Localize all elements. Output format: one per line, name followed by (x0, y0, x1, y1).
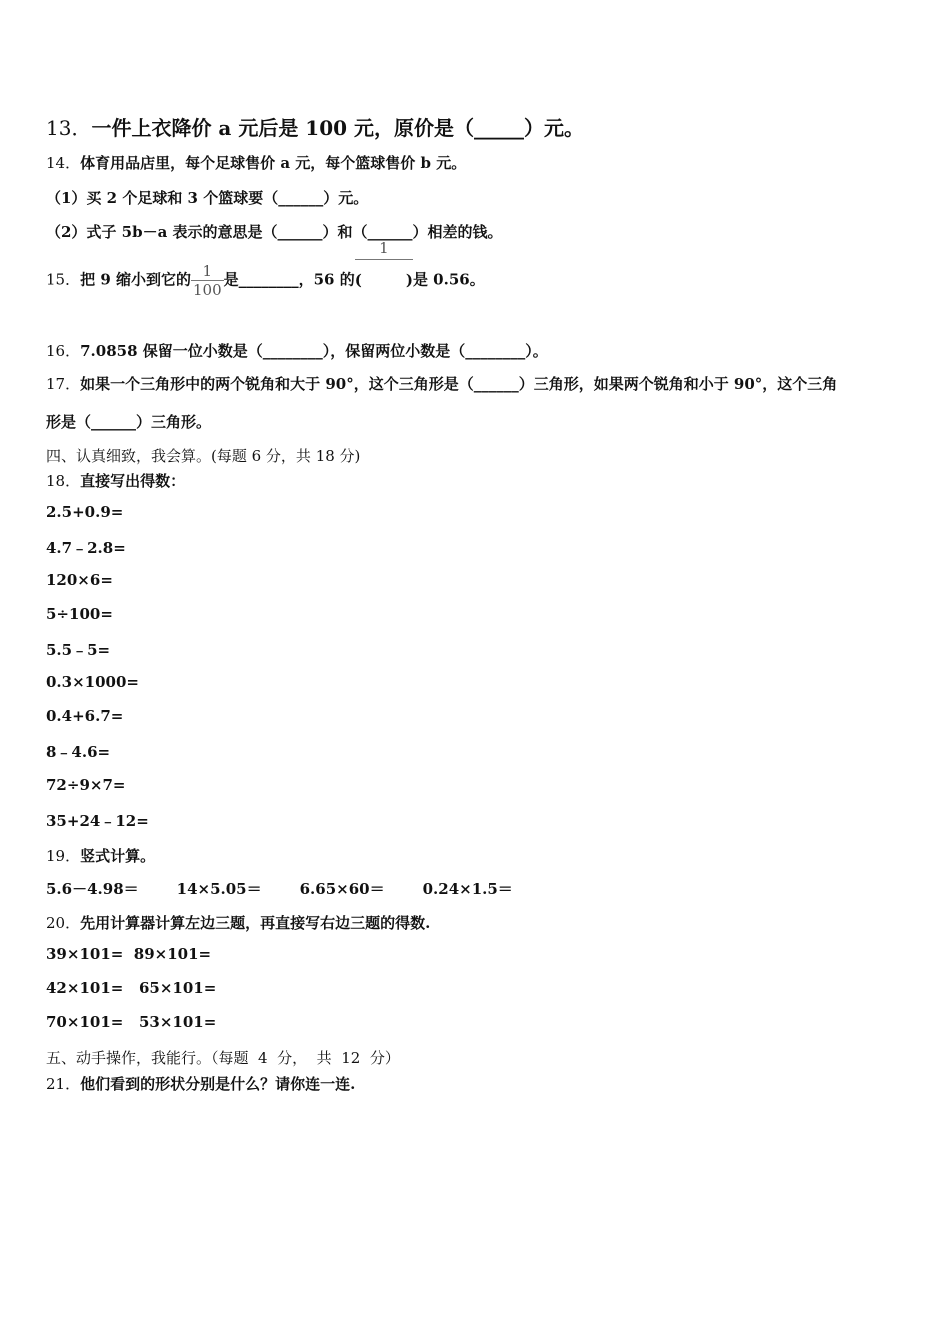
question-text: 他们看到的形状分别是什么？请你连一连. (80, 1075, 356, 1093)
question-19 (46, 845, 155, 866)
question-17 (46, 373, 837, 394)
question-text-mid: 是________，56 的 (223, 270, 355, 289)
question-14-sub-1: （1）买 2 个足球和 3 个篮球要（______）元。 (46, 189, 369, 207)
question-text: 一件上衣降价 a 元后是 100 元，原价是（_____）元。 (91, 116, 585, 140)
question-number: 20． (46, 914, 81, 932)
question-20 (46, 912, 430, 933)
question-text: 体育用品店里，每个足球售价 a 元，每个篮球售价 b 元。 (80, 154, 467, 172)
paren-open: ( (354, 270, 362, 289)
question-text-post: 是 0.56。 (412, 270, 485, 289)
vertical-calc-item: 0.24×1.5＝ (422, 880, 513, 898)
question-14 (46, 152, 466, 173)
calc-item: 2.5+0.9= (46, 503, 124, 521)
vertical-calc-row (46, 878, 551, 899)
calc-item: 5.5﹣5= (46, 641, 111, 659)
calc-item: 0.3×1000= (46, 673, 139, 691)
calc-pair-row: 70×101= 53×101= (46, 1013, 217, 1031)
calc-item: 0.4+6.7= (46, 707, 124, 725)
question-15 (46, 238, 485, 299)
question-text: 直接写出得数： (80, 472, 186, 490)
calc-pair-row: 39×101= 89×101= (46, 945, 212, 963)
calc-item: 35+24﹣12= (46, 812, 149, 830)
question-text-pre: 把 9 缩小到它的 (80, 270, 191, 289)
question-text: 7.0858 保留一位小数是（________），保留两位小数是（________）。 (80, 342, 548, 360)
question-number: 16． (46, 342, 81, 360)
section-5-heading: 五、动手操作，我能行。（每题 4 分， 共 12 分） (46, 1049, 400, 1067)
fraction-one-hundredth (191, 262, 224, 299)
question-21 (46, 1073, 355, 1094)
calc-pair-row: 42×101= 65×101= (46, 979, 217, 997)
question-18 (46, 470, 185, 491)
question-number: 14． (46, 154, 81, 172)
question-text-line-1: 如果一个三角形中的两个锐角和大于 90°，这个三角形是（______）三角形，如果两个锐角和小于 90°，这个三角 (80, 375, 838, 393)
question-16 (46, 340, 548, 361)
calc-item: 72÷9×7= (46, 776, 126, 794)
vertical-calc-item: 6.65×60＝ (299, 880, 385, 898)
fraction-blank (354, 238, 413, 289)
question-number: 17． (46, 375, 81, 393)
question-17-line-2: 形是（______）三角形。 (46, 413, 212, 431)
vertical-calc-item: 5.6－4.98＝ (46, 880, 139, 898)
question-number: 21． (46, 1075, 81, 1093)
paren-close: ) (405, 270, 413, 289)
question-14-sub-2: （2）式子 5b－a 表示的意思是（______）和（______）相差的钱。 (46, 223, 503, 241)
calc-item: 4.7﹣2.8= (46, 539, 126, 557)
vertical-calc-item: 14×5.05＝ (176, 880, 262, 898)
calc-item: 8﹣4.6= (46, 743, 111, 761)
fraction-blank-bar (355, 259, 413, 260)
fraction-numerator: 1 (202, 262, 213, 280)
question-text: 先用计算器计算左边三题，再直接写右边三题的得数. (80, 914, 431, 932)
question-number: 19． (46, 847, 81, 865)
fraction-denominator: 100 (192, 281, 222, 299)
question-13 (46, 112, 584, 141)
question-number: 13． (46, 116, 92, 140)
calc-item: 5÷100= (46, 605, 113, 623)
calc-item: 120×6= (46, 571, 113, 589)
question-number: 18． (46, 472, 81, 490)
question-number: 15． (46, 270, 81, 289)
question-text: 竖式计算。 (80, 847, 156, 865)
fraction-blank-numerator: 1 (379, 238, 389, 257)
section-4-heading: 四、认真细致，我会算。(每题 6 分，共 18 分) (46, 447, 361, 465)
